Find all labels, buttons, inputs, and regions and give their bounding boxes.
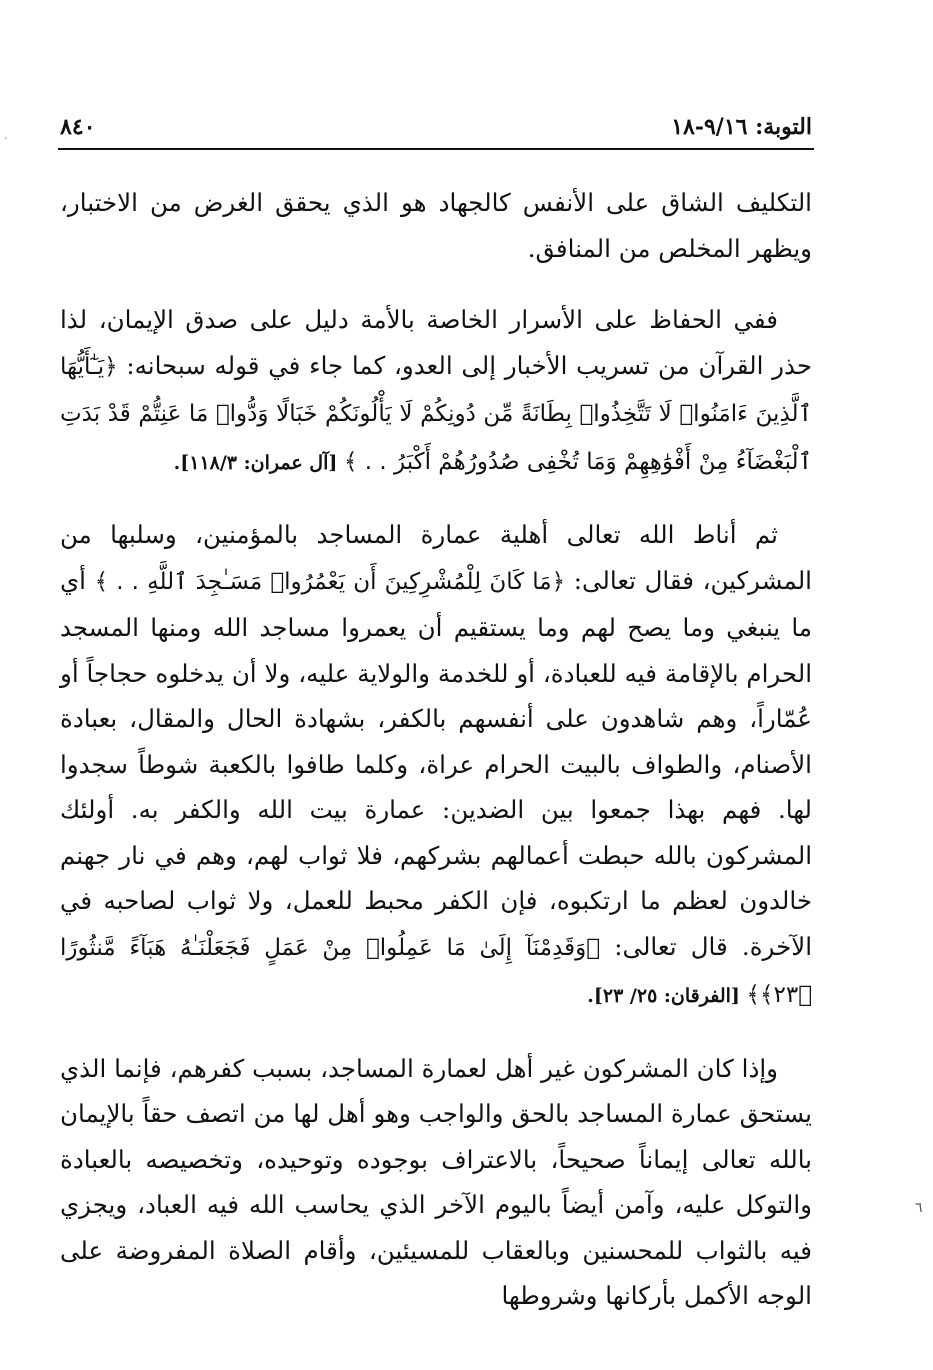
paragraph-text: وإذا كان المشركون غير أهل لعمارة المساجد، بسبب كفرهم، فإنما الذي يستحق عمارة المساجد بالحق والواجب وهو أهل لها من اتصف حقاً بالإيمان بالله تعالى إيماناً صحيحاً، بالاعتراف بوجوده وتوحيده، وتخصيصه بالعبادة والتوكل عليه، وآمن أيضاً باليوم الآخر الذي يحاسب الله فيه العباد، ويجزي فيه بالثواب للمحسنين وبالعقاب للمسيئين، وأقام الصلاة المفروضة على الوجه الأكمل بأركانها وشروطها — [60, 1053, 812, 1310]
paragraph-1 — [60, 180, 812, 271]
paragraph-gap — [60, 486, 812, 512]
surah-reference: التوبة: ٩/١٦-١٨ — [671, 114, 812, 140]
verse-reference: [الفرقان: ٢٥/ ٢٣]. — [587, 985, 747, 1007]
paragraph-text: أي ما ينبغي وما يصح لهم وما يستقيم أن يعمروا مساجد الله ومنها المسجد الحرام بالإقامة فيه للعبادة، أو للخدمة والولاية عليه، ولا أن يدخلوه حجاجاً أو عُمّاراً، وهم شاهدون على أنفسهم بالكفر، بشهادة الحال والمقال، بعبادة الأصنام، والطواف بالبيت الحرام عراة، وكلما طافوا بالكعبة شوطاً سجدوا لها. فهم بهذا جمعوا بين الضدين: عمارة بيت الله والكفر به. أولئك المشركون بالله حبطت أعمالهم بشركهم، فلا ثواب لهم، وهم في نار جهنم خالدون لعظم ما ارتكبوه، فإن الكفر محبط للعمل، ولا ثواب لصاحبه في الآخرة. قال تعالى: — [60, 565, 812, 961]
margin-mark: ٦ — [915, 1200, 923, 1216]
corner-mark: - — [4, 133, 8, 144]
paragraph-4 — [60, 1046, 812, 1319]
paragraph-gap — [60, 1020, 812, 1046]
paragraph-3 — [60, 512, 812, 1020]
paragraph-text: ففي الحفاظ على الأسرار الخاصة بالأمة دليل على صدق الإيمان، لذا حذر القرآن من تسريب الأخبار إلى العدو، كما جاء في قوله سبحانه: — [60, 305, 812, 380]
paragraph-gap — [60, 271, 812, 297]
paragraph-text: ثم أناط الله تعالى أهلية عمارة المساجد بالمؤمنين، وسلبها من المشركين، فقال تعالى: — [60, 520, 812, 595]
verse-reference: [آل عمران: ١١٨/٣]. — [173, 451, 344, 474]
header-divider — [58, 148, 814, 150]
page-header — [60, 110, 812, 150]
quran-verse: ﴿مَا كَانَ لِلْمُشْرِكِينَ أَن يَعْمُرُوا۟ مَسَـٰجِدَ ٱللَّهِ . . ﴾ — [94, 568, 566, 595]
body-text — [60, 180, 812, 1319]
quran-verse: ﴿وَقَدِمْنَآ إِلَىٰ مَا عَمِلُوا۟ مِنْ عَمَلٍ فَجَعَلْنَـٰهُ هَبَآءً مَّنثُورًا ﴿٢٣﴾﴾ — [60, 934, 812, 1008]
page-number: ٨٤٠ — [60, 114, 96, 140]
paragraph-text: التكليف الشاق على الأنفس كالجهاد هو الذي يحقق الغرض من الاختبار، ويظهر المخلص من المنافق. — [60, 188, 812, 263]
quran-verse: ﴿يَـٰٓأَيُّهَا ٱلَّذِينَ ءَامَنُوا۟ لَا تَتَّخِذُوا۟ بِطَانَةً مِّن دُونِكُمْ لَا يَأْلُونَكُمْ خَبَالًا وَدُّوا۟ مَا عَنِتُّمْ قَدْ بَدَتِ ٱلْبَغْضَآءُ مِنْ أَفْوَٰهِهِمْ وَمَا تُخْفِى صُدُورُهُمْ أَكْبَرُ . . ﴾ — [60, 353, 812, 475]
paragraph-2 — [60, 297, 812, 486]
